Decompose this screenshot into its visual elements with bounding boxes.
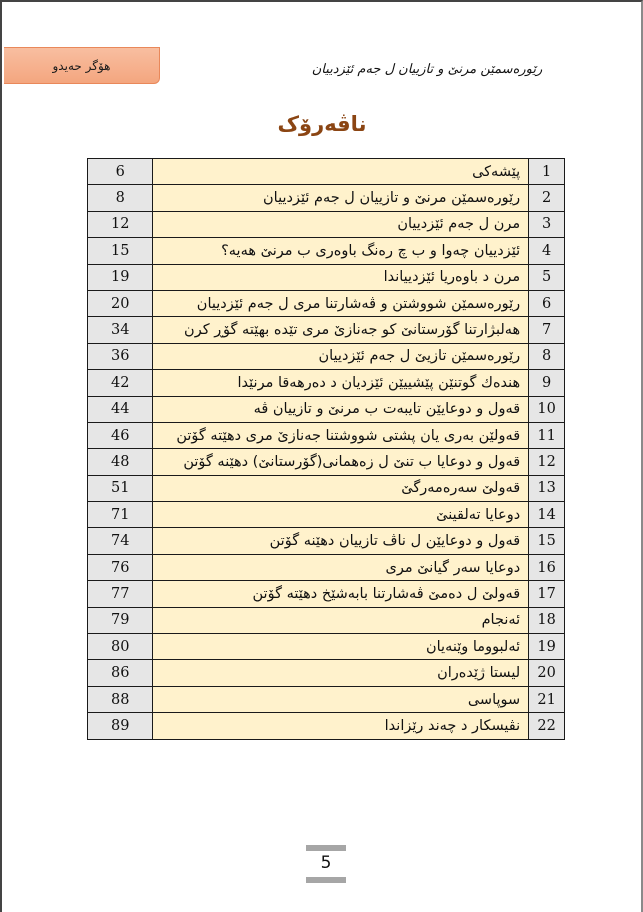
- toc-row[interactable]: [88, 422, 565, 448]
- toc-page-number: 12: [88, 211, 153, 237]
- running-header-title: رێورەسمێن مرنێ و تازییان ل جەم ئێزدییان: [311, 62, 543, 77]
- toc-entry-title[interactable]: قەول و دوعایێن تایبەت ب مرنێ و تازییان ڤە: [153, 396, 529, 422]
- toc-page-number: 8: [88, 185, 153, 211]
- toc-entry-number: 4: [529, 238, 565, 264]
- toc-entry-title[interactable]: پێشەکی: [153, 159, 529, 185]
- toc-entry-number: 6: [529, 290, 565, 316]
- toc-page-number: 88: [88, 686, 153, 712]
- toc-page-number: 74: [88, 528, 153, 554]
- author-name-tab: [4, 47, 160, 84]
- toc-page-number: 20: [88, 290, 153, 316]
- toc-entry-title[interactable]: هندەك گوتنێن پێشییێن ئێزدیان د دەرهەقا مرنێدا: [153, 370, 529, 396]
- toc-page-number: 80: [88, 634, 153, 660]
- toc-row[interactable]: [88, 554, 565, 580]
- toc-row[interactable]: [88, 502, 565, 528]
- toc-row[interactable]: [88, 290, 565, 316]
- toc-entry-title[interactable]: ئەلبووما وێنەیان: [153, 634, 529, 660]
- toc-entry-title[interactable]: لیستا ژێدەران: [153, 660, 529, 686]
- toc-page-number: 76: [88, 554, 153, 580]
- toc-entry-number: 3: [529, 211, 565, 237]
- toc-page-number: 77: [88, 581, 153, 607]
- author-name: هۆگر حەیدو: [52, 58, 111, 73]
- page-number-bar-bottom: [306, 877, 346, 883]
- toc-page-number: 42: [88, 370, 153, 396]
- toc-row[interactable]: [88, 713, 565, 739]
- toc-row[interactable]: [88, 581, 565, 607]
- toc-row[interactable]: [88, 396, 565, 422]
- toc-row[interactable]: [88, 343, 565, 369]
- toc-entry-number: 2: [529, 185, 565, 211]
- toc-row[interactable]: [88, 686, 565, 712]
- toc-entry-title[interactable]: ئەنجام: [153, 607, 529, 633]
- toc-entry-title[interactable]: دوعایا تەلقینێ: [153, 502, 529, 528]
- toc-entry-number: 13: [529, 475, 565, 501]
- toc-body: [88, 159, 565, 740]
- page-number: 5: [320, 853, 332, 873]
- toc-page-number: 36: [88, 343, 153, 369]
- toc-row[interactable]: [88, 449, 565, 475]
- toc-page-number: 34: [88, 317, 153, 343]
- toc-entry-title[interactable]: رێورەسمێن تازیێ ل جەم ئێزدییان: [153, 343, 529, 369]
- toc-entry-title[interactable]: مرن ل جەم ئێزدییان: [153, 211, 529, 237]
- toc-page-number: 71: [88, 502, 153, 528]
- toc-row[interactable]: [88, 185, 565, 211]
- toc-page-number: 6: [88, 159, 153, 185]
- toc-entry-title[interactable]: قەول و دوعایا ب تنێ ل زەهمانی(گۆرستانێ) دهێنە گۆتن: [153, 449, 529, 475]
- toc-row[interactable]: [88, 159, 565, 185]
- toc-entry-title[interactable]: قەولێن بەری یان پشتی شووشتنا جەنازێ مری دهێتە گۆتن: [153, 422, 529, 448]
- page-number-footer: [306, 845, 346, 883]
- toc-entry-title[interactable]: ئێزدییان چەوا و ب چ رەنگ باوەری ب مرنێ هەیە؟: [153, 238, 529, 264]
- toc-entry-title[interactable]: قەول و دوعایێن ل ناڤ تازییان دهێنە گۆتن: [153, 528, 529, 554]
- toc-entry-number: 9: [529, 370, 565, 396]
- toc-row[interactable]: [88, 607, 565, 633]
- toc-row[interactable]: [88, 370, 565, 396]
- toc-entry-number: 22: [529, 713, 565, 739]
- toc-entry-number: 7: [529, 317, 565, 343]
- toc-entry-title[interactable]: مرن د باوەریا ئێزدییاندا: [153, 264, 529, 290]
- toc-page-number: 79: [88, 607, 153, 633]
- table-of-contents: [87, 158, 565, 740]
- toc-entry-number: 12: [529, 449, 565, 475]
- toc-row[interactable]: [88, 264, 565, 290]
- toc-page-number: 89: [88, 713, 153, 739]
- toc-row[interactable]: [88, 660, 565, 686]
- toc-entry-title[interactable]: سوپاسی: [153, 686, 529, 712]
- toc-entry-number: 19: [529, 634, 565, 660]
- toc-page-number: 19: [88, 264, 153, 290]
- page-number-bar-top: [306, 845, 346, 851]
- toc-row[interactable]: [88, 317, 565, 343]
- toc-entry-title[interactable]: هەلبژارتنا گۆرستانێ کو جەنازێ مری تێدە بهێتە گۆڕ کرن: [153, 317, 529, 343]
- toc-page-number: 44: [88, 396, 153, 422]
- toc-entry-number: 8: [529, 343, 565, 369]
- toc-entry-number: 1: [529, 159, 565, 185]
- toc-row[interactable]: [88, 634, 565, 660]
- toc-entry-title[interactable]: رێورەسمێن مرنێ و تازییان ل جەم ئێزدییان: [153, 185, 529, 211]
- toc-row[interactable]: [88, 528, 565, 554]
- toc-entry-number: 21: [529, 686, 565, 712]
- toc-entry-title[interactable]: دوعایا سەر گیانێ مری: [153, 554, 529, 580]
- toc-entry-title[interactable]: قەولێ ل دەمێ ڤەشارتنا بابەشێخ دهێتە گۆتن: [153, 581, 529, 607]
- toc-row[interactable]: [88, 475, 565, 501]
- toc-page-number: 46: [88, 422, 153, 448]
- toc-entry-number: 20: [529, 660, 565, 686]
- toc-page-number: 48: [88, 449, 153, 475]
- toc-entry-number: 16: [529, 554, 565, 580]
- toc-entry-title[interactable]: رێورەسمێن شووشتن و ڤەشارتنا مری ل جەم ئێزدییان: [153, 290, 529, 316]
- table-of-contents-title: ناڤەرۆک: [277, 112, 367, 136]
- toc-entry-number: 15: [529, 528, 565, 554]
- toc-entry-title[interactable]: نڤیسکار د چەند رێزاندا: [153, 713, 529, 739]
- toc-row[interactable]: [88, 238, 565, 264]
- toc-page-number: 51: [88, 475, 153, 501]
- toc-page-number: 15: [88, 238, 153, 264]
- toc-entry-title[interactable]: قەولێ سەرەمەرگێ: [153, 475, 529, 501]
- toc-page-number: 86: [88, 660, 153, 686]
- toc-entry-number: 10: [529, 396, 565, 422]
- toc-row[interactable]: [88, 211, 565, 237]
- toc-entry-number: 17: [529, 581, 565, 607]
- toc-entry-number: 11: [529, 422, 565, 448]
- toc-entry-number: 5: [529, 264, 565, 290]
- toc-entry-number: 14: [529, 502, 565, 528]
- toc-entry-number: 18: [529, 607, 565, 633]
